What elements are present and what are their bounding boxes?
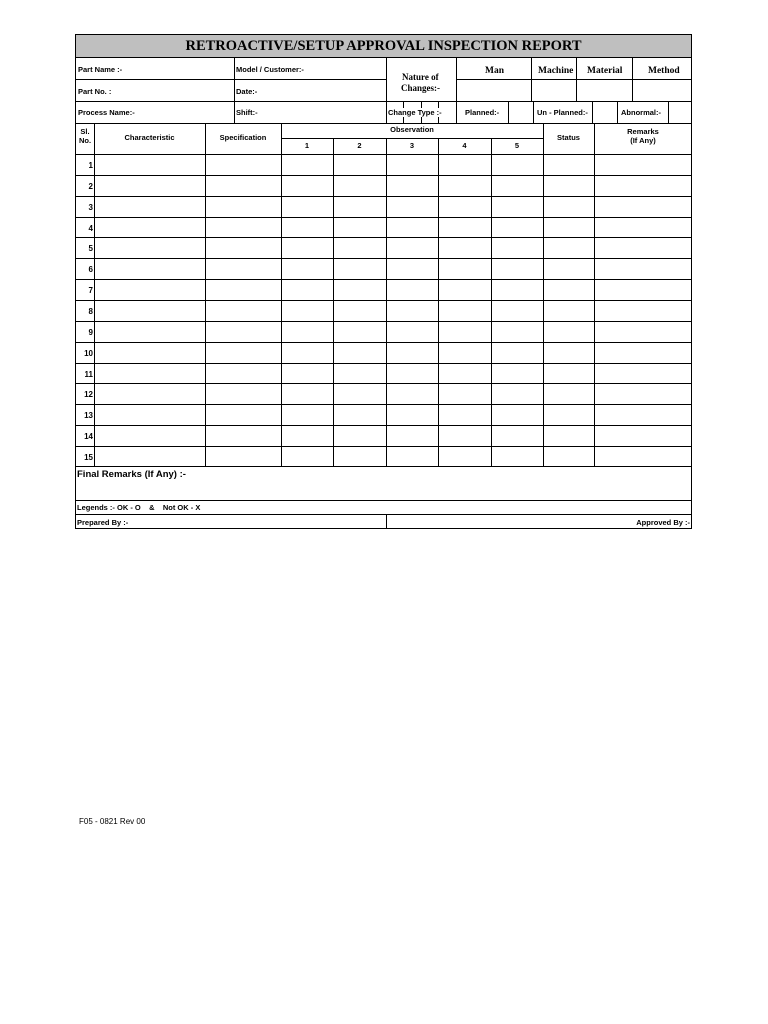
title-row — [76, 35, 691, 58]
obs-col-2: 2 — [357, 141, 362, 150]
obs-col-3: 3 — [409, 141, 415, 150]
table-row-number: 6 — [88, 265, 93, 275]
model-customer-label: Model / Customer:- — [236, 65, 304, 74]
table-row-number: 12 — [84, 390, 93, 400]
final-remarks-row — [76, 467, 691, 501]
method-header: Method — [648, 66, 680, 76]
abnormal-label: Abnormal:- — [621, 108, 661, 117]
table-row-number: 7 — [88, 286, 93, 296]
table-row-number: 3 — [88, 202, 93, 212]
row-divider — [76, 363, 691, 364]
table-row-number: 2 — [88, 181, 93, 191]
material-header: Material — [587, 66, 623, 76]
table-row-number: 1 — [88, 161, 93, 170]
info-block — [76, 58, 691, 124]
inspection-report-form — [75, 34, 692, 529]
row-divider — [76, 342, 691, 343]
planned-label: Planned:- — [465, 108, 500, 117]
status-header: Status — [557, 133, 580, 142]
row-divider — [76, 404, 691, 405]
observation-header: Observation — [390, 125, 434, 134]
table-row-number: 9 — [88, 327, 93, 337]
row-divider — [76, 300, 691, 301]
row-divider — [76, 217, 691, 218]
process-name-label: Process Name:- — [78, 108, 135, 117]
legend-label: Legends :- OK - O & Not OK - X — [77, 503, 201, 512]
final-remarks-label: Final Remarks (If Any) :- — [77, 469, 186, 480]
nature-of-changes-label-1: Nature of — [402, 72, 439, 82]
row-divider — [76, 258, 691, 259]
inspection-table — [76, 124, 691, 467]
date-label: Date:- — [236, 87, 258, 96]
legend-row — [76, 501, 691, 515]
row-divider — [76, 237, 691, 238]
characteristic-header: Characteristic — [124, 133, 175, 142]
remarks-header-2: (If Any) — [630, 136, 656, 145]
signature-row — [76, 515, 691, 528]
obs-col-5: 5 — [514, 141, 520, 150]
report-title: RETROACTIVE/SETUP APPROVAL INSPECTION REPORT — [185, 38, 582, 54]
table-row-number: 10 — [84, 348, 93, 358]
shift-label: Shift:- — [236, 108, 258, 117]
nature-of-changes-label-2: Changes:- — [401, 83, 441, 93]
sl-no-header-1: Sl. — [80, 127, 90, 136]
row-divider — [76, 154, 691, 155]
specification-header: Specification — [219, 133, 267, 142]
machine-header: Machine — [538, 66, 574, 76]
row-divider — [76, 425, 691, 426]
table-row-number: 11 — [84, 369, 93, 379]
row-divider — [76, 383, 691, 384]
obs-col-1: 1 — [304, 141, 310, 150]
row-divider — [76, 446, 691, 447]
row-divider — [76, 321, 691, 322]
table-row-number: 4 — [88, 223, 93, 233]
document-number: F05 - 0821 Rev 00 — [79, 817, 146, 826]
table-row-number: 13 — [84, 411, 93, 421]
table-row-number: 14 — [84, 432, 93, 442]
man-header: Man — [485, 66, 504, 76]
part-name-label: Part Name :- — [78, 65, 123, 74]
row-divider — [76, 196, 691, 197]
part-no-label: Part No. : — [78, 87, 112, 96]
row-divider — [76, 175, 691, 176]
table-row-number: 5 — [88, 244, 93, 254]
table-row-number: 15 — [84, 452, 93, 462]
table-row-number: 8 — [88, 306, 93, 316]
approved-by-label: Approved By :- — [636, 518, 690, 527]
change-type-label: Change Type :- — [388, 108, 442, 117]
remarks-header-1: Remarks — [627, 127, 659, 136]
obs-col-4: 4 — [462, 141, 467, 150]
sl-no-header-2: No. — [78, 136, 92, 145]
row-divider — [76, 279, 691, 280]
unplanned-label: Un - Planned:- — [537, 108, 588, 117]
prepared-by-label: Prepared By :- — [77, 518, 129, 527]
